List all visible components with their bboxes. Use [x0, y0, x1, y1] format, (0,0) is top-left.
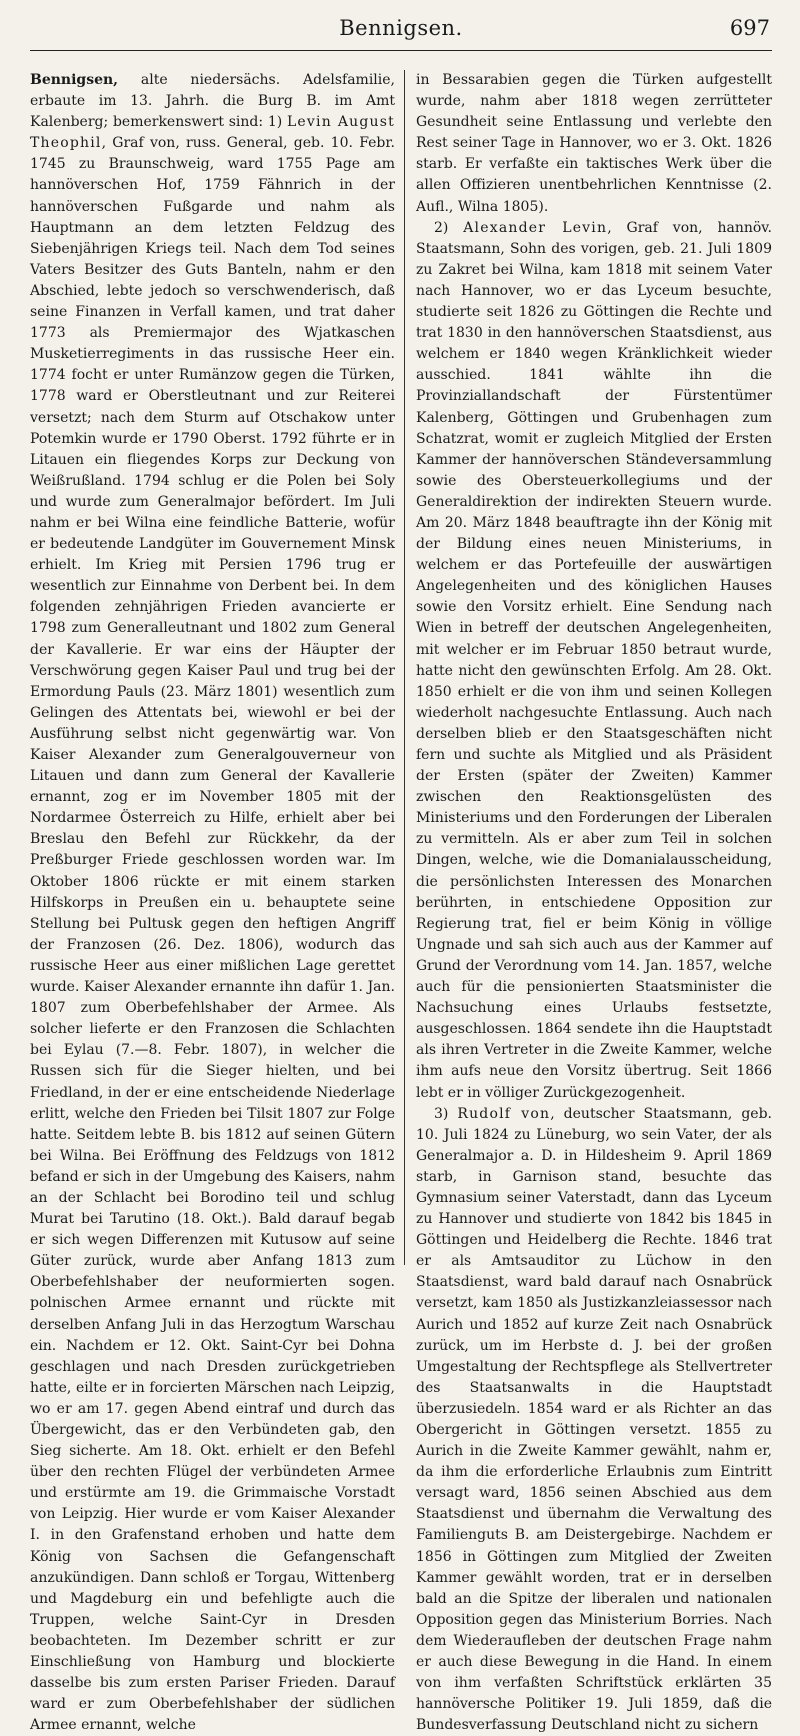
entry-number-2: 2): [434, 219, 464, 236]
entry-text-3: , deutscher Staatsmann, geb. 10. Juli 1824 zu Lüneburg, wo sein Vater, der als Generalmajor a. D. in Hildesheim 9. April 1869 starb, in Garnison stand, besuchte das Gymnasium seiner Vaterstadt, dann das Lyceum zu Hannover und studierte von 1842 bis 1845 in Göttingen und Heidelberg die Rechte. 1846 trat er als Amtsauditor zu Lüchow in den Staatsdienst, ward bald darauf nach Osnabrück versetzt, kam 1850 als Justizkanzleiassessor nach Aurich und 1852 auf kurze Zeit nach Osnabrück zurück, um im Herbste d. J. bei der großen Umgestaltung der Rechtspflege als Stellvertreter des Staatsanwalts in die Hauptstadt überzusiedeln. 1854 ward er als Richter an das Obergericht in Göttingen versetzt. 1855 zu Aurich in die Zweite Kammer gewählt, nahm er, da ihm die erforderliche Erlaubnis zum Eintritt versagt ward, 1856 seinen Abschied aus dem Staatsdienst und übernahm die Verwaltung des Familienguts B. am Deistergebirge. Nachdem er 1856 in Göttingen zum Mitglied der Zweiten Kammer gewählt worden, trat er in derselben bald an die Spitze der liberalen und nationalen Opposition gegen das Ministerium Borries. Nach dem Wiederaufleben der deutschen Frage nahm er auch diese Bewegung in die Hand. In einem von ihm verfaßten Schriftstück erklärten 35 hannöversche Politiker 19. Juli 1859, daß die Bundesverfassung Deutschland nicht zu sichern: [416, 1105, 772, 1734]
right-column: [416, 70, 772, 1734]
entry-lemma: Bennigsen,: [30, 72, 119, 88]
entry-text-2: , Graf von, hannöv. Staatsmann, Sohn des vorigen, geb. 21. Juli 1809 zu Zakret bei Wilna, kam 1818 mit seinem Vater nach Hannover, wo er das Lyceum besuchte, studierte seit 1826 zu Göttingen die Rechte und trat 1830 in den hannöverschen Staatsdienst, aus welchem er 1840 wegen Kränklichkeit wieder ausschied. 1841 wählte ihn die Provinziallandschaft der Fürstentümer Kalenberg, Göttingen und Grubenhagen zum Schatzrat, womit er zugleich Mitglied der Ersten Kammer der hannöverschen Ständeversammlung sowie des Obersteuerkollegiums und der Generaldirektion der indirekten Steuern wurde. Am 20. März 1848 beauftragte ihn der König mit der Bildung eines neuen Ministeriums, in welchem er das Portefeuille der auswärtigen Angelegenheiten und des königlichen Hauses sowie den Vorsitz erhielt. Eine Sendung nach Wien in betreff der deutschen Angelegenheiten, mit welcher er im Februar 1850 betraut wurde, hatte nicht den gewünschten Erfolg. Am 28. Okt. 1850 erhielt er die von ihm und seinen Kollegen wiederholt nachgesuchte Entlassung. Auch nach derselben blieb er den Staatsgeschäften nicht fern und suchte als Mitglied und als Präsident der Ersten (später der Zweiten) Kammer zwischen den Reaktionsgelüsten des Ministeriums und den Forderungen der Liberalen zu vermitteln. Als er aber zum Teil in solchen Dingen, welche, wie die Domanialausscheidung, die persönlichsten Interessen des Monarchen berührten, in entschiedene Opposition zur Regierung trat, fiel er beim König in völlige Ungnade und sah sich auch aus der Kammer auf Grund der Verordnung vom 14. Jan. 1857, welche auch für die pensionierten Staatsminister die Nachsuchung eines Urlaubs festsetzte, ausgeschlossen. 1864 sendete ihn die Hauptstadt als ihren Vertreter in die Zweite Kammer, welche ihm aufs neue den Vorsitz übertrug. Seit 1866 lebt er in völliger Zurückgezogenheit.: [416, 219, 772, 1101]
entry-paragraph-1-continued: [416, 70, 772, 218]
running-title: Bennigsen.: [339, 16, 463, 40]
column-divider: [404, 70, 405, 1265]
page-number: 697: [729, 16, 770, 40]
entry-text-1: , Graf von, russ. General, geb. 10. Febr. 1745 zu Braunschweig, ward 1755 Page am hannöverschen Hof, 1759 Fähnrich in der hannöverschen Fußgarde und nahm als Hauptmann an dem letzten Feldzug des Siebenjährigen Kriegs teil. Nach dem Tod seines Vaters Besitzer des Guts Banteln, nahm er den Abschied, lebte jedoch so verschwenderisch, daß seine Finanzen in Verfall kamen, und trat daher 1773 als Premiermajor des Wjatkaschen Musketierregiments in das russische Heer ein. 1774 focht er unter Rumänzow gegen die Türken, 1778 ward er Oberstleutnant und zur Reiterei versetzt; nach dem Sturm auf Otschakow unter Potemkin wurde er 1790 Oberst. 1792 führte er in Litauen ein fliegendes Korps zur Deckung von Weißrußland. 1794 schlug er die Polen bei Soly und wurde zum Generalmajor befördert. Im Juli nahm er bei Wilna eine feindliche Batterie, wofür er bedeutende Landgüter im Gouvernement Minsk erhielt. Im Krieg mit Persien 1796 trug er wesentlich zur Einnahme von Derbent bei. In dem folgenden zehnjährigen Frieden avancierte er 1798 zum Generalleutnant und 1802 zum General der Kavallerie. Er war eins der Häupter der Verschwörung gegen Kaiser Paul und trug bei der Ermordung Pauls (23. März 1801) wesentlich zum Gelingen des Attentats bei, wiewohl er bei der Ausführung selbst nicht gegenwärtig war. Von Kaiser Alexander zum Generalgouverneur von Litauen und dann zum General der Kavallerie ernannt, zog er im November 1805 mit der Nordarmee Österreich zu Hilfe, erhielt aber bei Breslau den Befehl zur Rückkehr, da der Preßburger Friede geschlossen worden war. Im Oktober 1806 rückte er mit einem starken Hilfskorps in Preußen ein u. behauptete seine Stellung bei Pultusk gegen den heftigen Angriff der Franzosen (26. Dez. 1806), wodurch das russische Heer aus einer mißlichen Lage gerettet wurde. Kaiser Alexander ernannte ihn dafür 1. Jan. 1807 zum Oberbefehlshaber der Armee. Als solcher lieferte er den Franzosen die Schlachten bei Eylau (7.—8. Febr. 1807), in welcher die Russen sich für die Sieger hielten, und bei Friedland, in der er eine entscheidende Niederlage erlitt, welche den Frieden bei Tilsit 1807 zur Folge hatte. Seitdem lebte B. bis 1812 auf seinen Gütern bei Wilna. Bei Eröffnung des Feldzugs von 1812 befand er sich in der Umgebung des Kaisers, nahm an der Schlacht bei Borodino teil und schlug Murat bei Tarutino (18. Okt.). Bald darauf begab er sich wegen Differenzen mit Kutusow auf seine Güter zurück, wurde aber Anfang 1813 zum Oberbefehlshaber der neuformierten sogen. polnischen Armee ernannt und rückte mit derselben Anfang Juli in das Herzogtum Warschau ein. Nachdem er 12. Okt. Saint-Cyr bei Dohna geschlagen und nach Dresden zurückgetrieben hatte, eilte er in forcierten Märschen nach Leipzig, wo er am 17. gegen Abend eintraf und durch das Übergewicht, das er den Verbündeten gab, den Sieg sicherte. Am 18. Okt. erhielt er den Befehl über den rechten Flügel der verbündeten Armee und erstürmte am 19. die Grimmaische Vorstadt von Leipzig. Hier wurde er vom Kaiser Alexander I. in den Grafenstand erhoben und hatte dem König von Sachsen die Gefangenschaft anzukündigen. Dann schloß er Torgau, Wittenberg und Magdeburg ein und befehligte auch die Truppen, welche Saint-Cyr in Dresden beobachteten. Im Dezember schritt er zur Einschließung von Hamburg und blockierte dasselbe bis zum ersten Pariser Frieden. Darauf ward er zum Oberbefehlshaber der südlichen Armee ernannt, welche: [30, 135, 395, 1734]
entry-number-3: 3): [434, 1105, 458, 1122]
person-name-1: Levin August Theophil: [30, 114, 395, 152]
entry-paragraph-3: [416, 1104, 772, 1736]
entry-text-1-continued: in Bessarabien gegen die Türken aufgestellt wurde, nahm aber 1818 wegen zerrütteter Gesundheit seine Entlassung und verlebte den Rest seiner Tage in Hannover, wo er 3. Okt. 1826 starb. Er verfaßte ein taktisches Werk über die allen Offizieren unentbehrlichen Kenntnisse (2. Aufl., Wilna 1805).: [416, 72, 772, 215]
entry-intro: alte niedersächs. Adelsfamilie, erbaute im 13. Jahrh. die Burg B. im Amt Kalenberg; bemerkenswert sind: 1): [30, 72, 395, 131]
entry-paragraph-1: [30, 70, 395, 1736]
entry-paragraph-2: [416, 218, 772, 1104]
person-name-2: Alexander Levin: [463, 219, 608, 236]
left-column: [30, 70, 395, 1734]
person-name-3: Rudolf von: [457, 1105, 551, 1122]
page-header: [30, 14, 772, 51]
